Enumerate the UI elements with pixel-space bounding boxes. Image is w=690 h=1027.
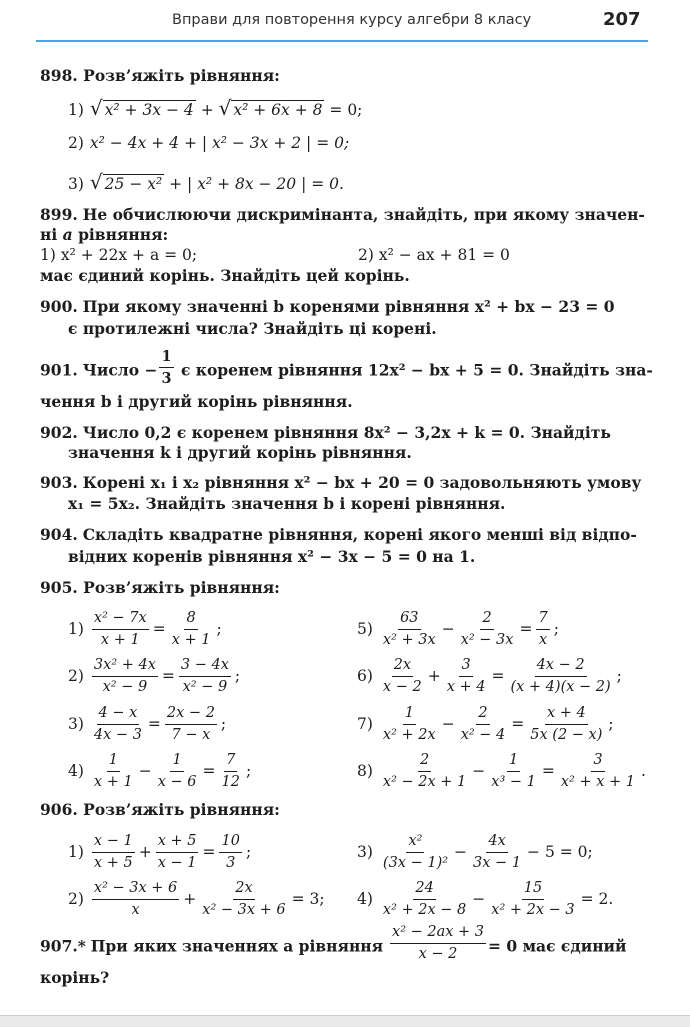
fraction: [156, 752, 199, 791]
operator: +: [427, 666, 441, 685]
exercise-text: При якому значенні b коренями рівняння x² + bx − 23 = 0: [82, 297, 615, 316]
numerator: 1: [507, 752, 520, 772]
denominator: x² + x + 1: [560, 774, 636, 790]
equation-body: x² − 4x + 4 + | x² − 3x + 2 | = 0;: [89, 134, 350, 152]
equation-end: ;: [234, 666, 241, 685]
exercise-number: 906.: [40, 800, 78, 819]
equation-body: + | x² + 8x − 20 | = 0.: [164, 175, 344, 193]
equation-end: ;: [220, 714, 227, 733]
fraction: [459, 705, 508, 744]
operator: −: [472, 761, 486, 780]
exercise-903-line2: x₁ = 5x₂. Знайдіть значення b і корені рівняння.: [68, 494, 506, 513]
radical-sign: √: [89, 96, 103, 120]
exercise-907-line1: [40, 924, 627, 963]
equation-label: 4): [68, 761, 84, 780]
denominator: x² + 2x − 3: [491, 902, 575, 918]
numerator: 10: [219, 833, 241, 853]
denominator: x³ − 1: [491, 774, 536, 790]
fraction: [536, 610, 549, 649]
fraction: [508, 657, 612, 696]
operator: =: [202, 761, 216, 780]
equation-end: ;: [245, 761, 252, 780]
numerator: 3: [459, 657, 472, 677]
exercise-899-part2: 2) x² − ax + 81 = 0: [358, 246, 510, 264]
operator: −: [138, 761, 152, 780]
denominator: 5x (2 − x): [530, 727, 603, 743]
denominator: x² + 2x: [382, 727, 436, 743]
equation-label: 2): [68, 889, 84, 908]
equation-label: 3): [68, 714, 84, 733]
fraction: [219, 752, 241, 791]
equation-end: .: [641, 761, 646, 780]
numerator: 2: [418, 752, 431, 772]
numerator: x + 5: [156, 833, 199, 853]
fraction: [381, 705, 438, 744]
denominator: x² + 2x − 8: [382, 902, 467, 918]
exercise-number: 900.: [40, 297, 78, 316]
denominator: x − 2: [418, 946, 458, 962]
equation-label: 2): [68, 666, 84, 685]
fraction: [179, 657, 231, 696]
equation-3: [68, 705, 226, 744]
numerator: 7: [536, 610, 549, 630]
denominator: x − 6: [157, 774, 197, 790]
numerator: x² − 3x + 6: [92, 880, 179, 900]
radicand: x² + 3x − 4: [104, 101, 194, 119]
numerator: 1: [107, 752, 120, 772]
numerator: x² − 2ax + 3: [390, 924, 486, 944]
operator: −: [472, 889, 486, 908]
operator: =: [152, 619, 166, 638]
fraction: [92, 880, 179, 919]
operator: +: [138, 842, 152, 861]
operator: =: [491, 666, 505, 685]
fraction: [156, 833, 199, 872]
numerator: x − 1: [92, 833, 135, 853]
numerator: 24: [413, 880, 435, 900]
denominator: (3x − 1)²: [382, 855, 449, 871]
numerator: 2x: [392, 657, 413, 677]
equation-898-1: 1) √ x² + 3x − 4 + √ x² + 6x + 8 = 0;: [68, 96, 363, 120]
exercise-number: 905.: [40, 578, 78, 597]
fraction: [390, 924, 486, 963]
radicand: 25 − x²: [104, 175, 163, 193]
equation-898-3: [68, 170, 344, 194]
fraction: [471, 833, 523, 872]
exercise-text: Складіть квадратне рівняння, корені якого менші від відпо-: [82, 525, 637, 544]
operator: −: [441, 714, 455, 733]
equation-end: = 3;: [291, 889, 325, 908]
page-bottom-edge: [0, 1015, 690, 1027]
exercise-899-line1: [40, 205, 645, 225]
equation-label: 8): [357, 761, 373, 780]
equation-label: 1): [68, 842, 84, 861]
fraction: [92, 833, 135, 872]
exercise-904-line2: відних коренів рівняння x² − 3x − 5 = 0 на 1.: [68, 547, 476, 566]
fraction: [489, 752, 538, 791]
numerator: 2: [476, 705, 489, 725]
denominator: 4x − 3: [93, 727, 142, 743]
denominator: 3x − 1: [473, 855, 522, 871]
equation-8: [357, 752, 646, 791]
running-header: Вправи для повторення курсу алгебри 8 класу: [172, 12, 532, 28]
equation-end: ;: [616, 666, 622, 685]
variable-a: a: [62, 225, 73, 244]
equation-label: 1): [68, 619, 84, 638]
operator: −: [441, 619, 455, 638]
denominator: x + 1: [93, 774, 133, 790]
numerator: 3x² + 4x: [92, 657, 158, 677]
equation-4: [68, 752, 251, 791]
numerator: 15: [522, 880, 544, 900]
exercise-898: [40, 66, 280, 86]
denominator: x² − 4: [460, 727, 506, 743]
equation-2: [68, 657, 240, 696]
equation-label: 4): [357, 889, 373, 908]
equation-1: [68, 833, 251, 872]
exercise-900-line2: є протилежні числа? Знайдіть ці корені.: [68, 319, 437, 338]
equation-end: ;: [553, 619, 559, 638]
exercise-906: [40, 800, 280, 820]
fraction: [381, 610, 438, 649]
exercise-text: Розв’яжіть рівняння:: [83, 800, 280, 819]
denominator: x² + 3x: [382, 632, 436, 648]
equation-label: 5): [357, 619, 373, 638]
exercise-number: 898.: [40, 66, 78, 85]
exercise-900-line1: [40, 297, 615, 317]
numerator: x²: [406, 833, 424, 853]
denominator: 3: [161, 370, 172, 387]
equation-6: [357, 657, 622, 696]
equation-end: ;: [216, 619, 222, 638]
fraction: [159, 348, 173, 387]
equation-label: 2): [68, 134, 84, 152]
equation-label: 6): [357, 666, 373, 685]
numerator: 3 − 4x: [179, 657, 231, 677]
exercise-902-line1: [40, 423, 611, 443]
exercise-905: [40, 578, 280, 598]
operator: =: [519, 619, 533, 638]
fraction: [445, 657, 488, 696]
numerator: x + 4: [545, 705, 588, 725]
denominator: x² − 3x: [460, 632, 514, 648]
numerator: x² − 7x: [92, 610, 149, 630]
radical-sign: √: [218, 96, 232, 120]
equation-tail: = 0;: [324, 101, 363, 119]
exercise-text: є коренем рівняння 12x² − bx + 5 = 0. Знайдіть зна-: [175, 360, 653, 380]
denominator: 7 − x: [171, 727, 211, 743]
numerator: 8: [184, 610, 197, 630]
equation-end: ;: [608, 714, 614, 733]
exercise-number: 902.: [40, 423, 78, 442]
numerator: 1: [159, 348, 173, 368]
fraction: [92, 610, 149, 649]
radicand: x² + 6x + 8: [233, 101, 323, 119]
fraction: [559, 752, 637, 791]
fraction: [92, 705, 144, 744]
equation-label: 1): [68, 101, 84, 119]
denominator: x² − 2x + 1: [382, 774, 467, 790]
equation-label: 3): [357, 842, 373, 861]
numerator: 2x − 2: [165, 705, 217, 725]
numerator: 2: [480, 610, 493, 630]
exercise-number: 899.: [40, 205, 78, 224]
fraction: [381, 657, 424, 696]
operator: =: [202, 842, 216, 861]
operator: −: [454, 842, 468, 861]
operator: +: [183, 889, 197, 908]
denominator: x² − 9: [102, 679, 148, 695]
exercise-text: Число −: [82, 360, 158, 380]
fraction: [92, 657, 158, 696]
equation-1: [68, 610, 222, 649]
denominator: x + 4: [446, 679, 486, 695]
exercise-text: Розв’яжіть рівняння:: [83, 66, 280, 85]
exercise-number: 903.: [40, 473, 78, 492]
exercise-text: Число 0,2 є коренем рівняння 8x² − 3,2x + k = 0. Знайдіть: [82, 423, 611, 442]
fraction: [219, 833, 241, 872]
denominator: 3: [226, 855, 236, 871]
numerator: 4x: [486, 833, 507, 853]
fraction: [200, 880, 287, 919]
exercise-899-line2: [40, 225, 168, 245]
numerator: 1: [403, 705, 416, 725]
numerator: 63: [398, 610, 420, 630]
header-divider: [36, 40, 648, 42]
exercise-text: При яких значеннях a рівняння: [90, 936, 384, 956]
denominator: x² − 9: [182, 679, 228, 695]
numerator: 3: [591, 752, 604, 772]
exercise-text: Не обчислюючи дискримінанта, знайдіть, при якому значен-: [82, 205, 645, 224]
exercise-number: 901.: [40, 360, 78, 380]
denominator: x: [538, 632, 548, 648]
denominator: x − 2: [382, 679, 422, 695]
exercise-901-line2: чення b і другий корінь рівняння.: [40, 392, 353, 411]
page-number: 207: [603, 9, 641, 30]
equation-5: [357, 610, 559, 649]
numerator: 4x − 2: [535, 657, 587, 677]
operator: =: [161, 666, 175, 685]
exercise-text: Корені x₁ і x₂ рівняння x² − bx + 20 = 0 задовольняють умову: [82, 473, 642, 492]
exercise-907-line2: корінь?: [40, 968, 110, 987]
denominator: x + 5: [93, 855, 133, 871]
equation-label: 3): [68, 175, 84, 193]
operator: =: [541, 761, 555, 780]
exercise-899-line4: має єдиний корінь. Знайдіть цей корінь.: [40, 266, 410, 285]
fraction: [381, 752, 468, 791]
denominator: x: [131, 902, 140, 918]
fraction: [165, 705, 217, 744]
exercise-text: рівняння:: [72, 225, 169, 244]
equation-898-2: [68, 134, 349, 152]
numerator: 7: [224, 752, 237, 772]
numerator: 2x: [233, 880, 254, 900]
fraction: [381, 833, 450, 872]
denominator: x² − 3x + 6: [202, 902, 286, 918]
fraction: [92, 752, 135, 791]
exercise-text: ні: [40, 225, 63, 244]
equation-3: [357, 833, 593, 872]
equation-4: [357, 880, 613, 919]
operator: =: [147, 714, 161, 733]
fraction: [170, 610, 213, 649]
denominator: x − 1: [157, 855, 197, 871]
fraction: [528, 705, 604, 744]
radical-sign: √: [89, 170, 103, 194]
exercise-number: 907.*: [40, 936, 86, 956]
fraction: [459, 610, 516, 649]
equation-7: [357, 705, 614, 744]
equation-end: − 5 = 0;: [527, 842, 593, 861]
denominator: (x + 4)(x − 2): [510, 679, 611, 695]
equation-label: 7): [357, 714, 373, 733]
equation-2: [68, 880, 325, 919]
equation-end: ;: [245, 842, 252, 861]
denominator: 12: [221, 774, 240, 790]
exercise-902-line2: значення k і другий корінь рівняння.: [68, 443, 412, 462]
numerator: 4 − x: [97, 705, 140, 725]
exercise-text: Розв’яжіть рівняння:: [83, 578, 280, 597]
exercise-901-line1: [40, 348, 653, 387]
numerator: 1: [170, 752, 183, 772]
exercise-text: = 0 має єдиний: [488, 936, 627, 956]
exercise-903-line1: [40, 473, 641, 493]
fraction: [489, 880, 576, 919]
fraction: [381, 880, 468, 919]
operator: =: [511, 714, 525, 733]
exercise-899-part1: 1) x² + 22x + a = 0;: [40, 246, 198, 264]
equation-end: = 2.: [580, 889, 614, 908]
denominator: x + 1: [100, 632, 140, 648]
exercise-number: 904.: [40, 525, 78, 544]
exercise-904-line1: [40, 525, 637, 545]
denominator: x + 1: [171, 632, 211, 648]
